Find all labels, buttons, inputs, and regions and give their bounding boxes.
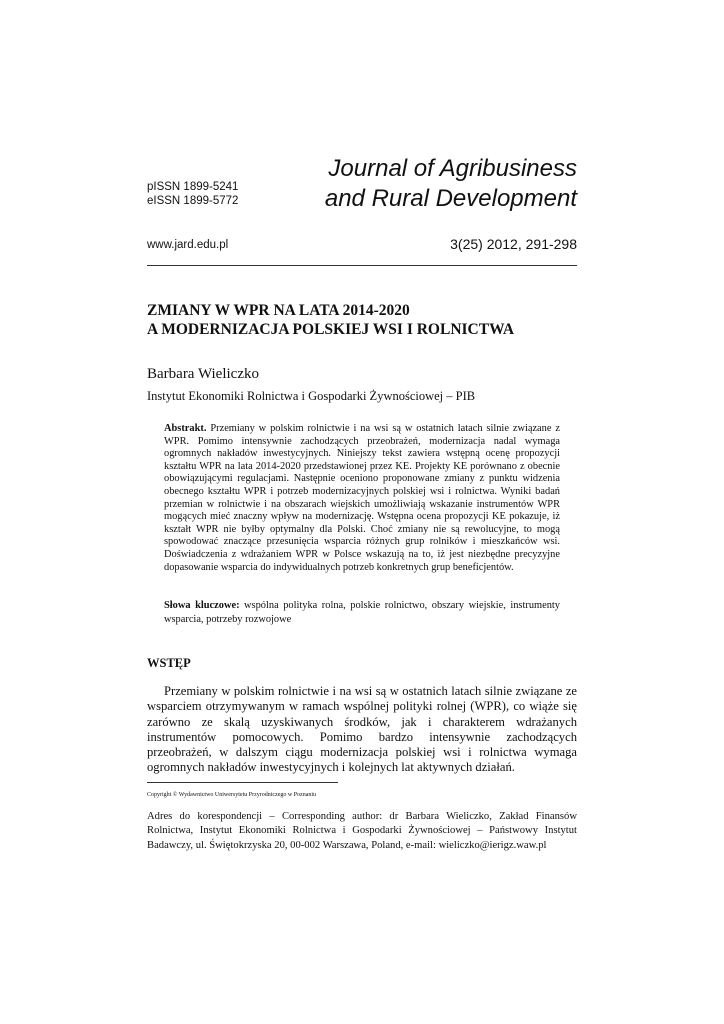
author-affiliation: Instytut Ekonomiki Rolnictwa i Gospodarki Żywnościowej – PIB <box>147 389 476 403</box>
issue-info: 3(25) 2012, 291-298 <box>450 236 577 252</box>
article-title-line1: ZMIANY W WPR NA LATA 2014-2020 <box>147 302 410 319</box>
article-title <box>147 301 577 339</box>
issn-block <box>147 180 238 208</box>
article-title-line2: A MODERNIZACJA POLSKIEJ WSI I ROLNICTWA <box>147 321 515 338</box>
correspondence-address: Adres do korespondencji – Corresponding author: dr Barbara Wieliczko, Zakład Finansów Rolnictwa, Instytut Ekonomiki Rolnictwa i Gospodarki Żywnościowej – Państwowy Instytut Badawczy, ul. Świętokrzyska 20, 00-002 Warszawa, Poland, e-mail: wieliczko@ierigz.waw.pl <box>147 811 577 851</box>
abstract-label: Abstrakt. <box>164 423 207 434</box>
copyright-notice: Copyright © Wydawnictwo Uniwersytetu Przyrodniczego w Poznaniu <box>147 792 317 798</box>
footnote-divider <box>147 782 338 783</box>
keywords-text: wspólna polityka rolna, polskie rolnictwo, obszary wiejskie, instrumenty wsparcia, potrzeby rozwojowe <box>164 600 560 625</box>
intro-paragraph: Przemiany w polskim rolnictwie i na wsi są w ostatnich latach silnie związane ze wsparciem otrzymywanym w ramach wspólnej polityki rolnej (WPR), co wiąże się zarówno ze skalą uzyskiwanych środków, jak i charakterem wdrażanych instrumentów pomocowych. Pomimo bardzo intensywnie zachodzących przeobrażeń, w dalszym ciągu modernizacja polskiej wsi i rolnictwa wymaga ogromnych nakładów inwestycyjnych i kolejnych lat aktywnych działań. <box>147 684 577 775</box>
journal-title <box>325 154 577 214</box>
header-divider <box>147 265 577 266</box>
section-heading: WSTĘP <box>147 656 191 670</box>
eissn: eISSN 1899-5772 <box>147 195 239 207</box>
pissn: pISSN 1899-5241 <box>147 181 239 193</box>
abstract <box>164 423 560 574</box>
keywords <box>164 599 560 627</box>
journal-website-link[interactable]: www.jard.edu.pl <box>147 239 229 251</box>
journal-title-line2: and Rural Development <box>324 185 577 212</box>
keywords-label: Słowa kluczowe: <box>164 600 240 611</box>
journal-title-line1: Journal of Agribusiness <box>328 155 577 182</box>
abstract-text: Przemiany w polskim rolnictwie i na wsi są w ostatnich latach silnie związane z WPR. Pomimo intensywnie zachodzących przeobrażeń, modernizacja nadal wymaga ogromnych nakładów inwestycyjnych. Niniejszy tekst zawiera wstępną ocenę propozycji kształtu WPR na lata 2014-2020 przedstawionej przez KE. Projekty KE porównano z obecnie obowiązującymi regulacjami. Następnie oceniono proponowane zmiany z punktu widzenia obecnego kształtu WPR i potrzeb modernizacyjnych polskiej wsi i rolnictwa. Wyniki badań przemian w rolnictwie i na obszarach wiejskich umożliwiają wskazanie instrumentów WPR mogących mieć znaczny wpływ na modernizację. Wstępna ocena propozycji KE pokazuje, iż kształt WPR nie byłby optymalny dla Polski. Choć zmiany nie są rewolucyjne, to mogą spowodować znaczące przesunięcia wsparcia różnych grup rolników i mieszkańców wsi. Doświadczenia z wdrażaniem WPR w Polsce wskazują na to, iż jest niezbędne precyzyjne dopasowanie wsparcia do indywidualnych potrzeb konkretnych grup beneficjentów. <box>164 423 560 573</box>
author-name: Barbara Wieliczko <box>147 366 259 382</box>
